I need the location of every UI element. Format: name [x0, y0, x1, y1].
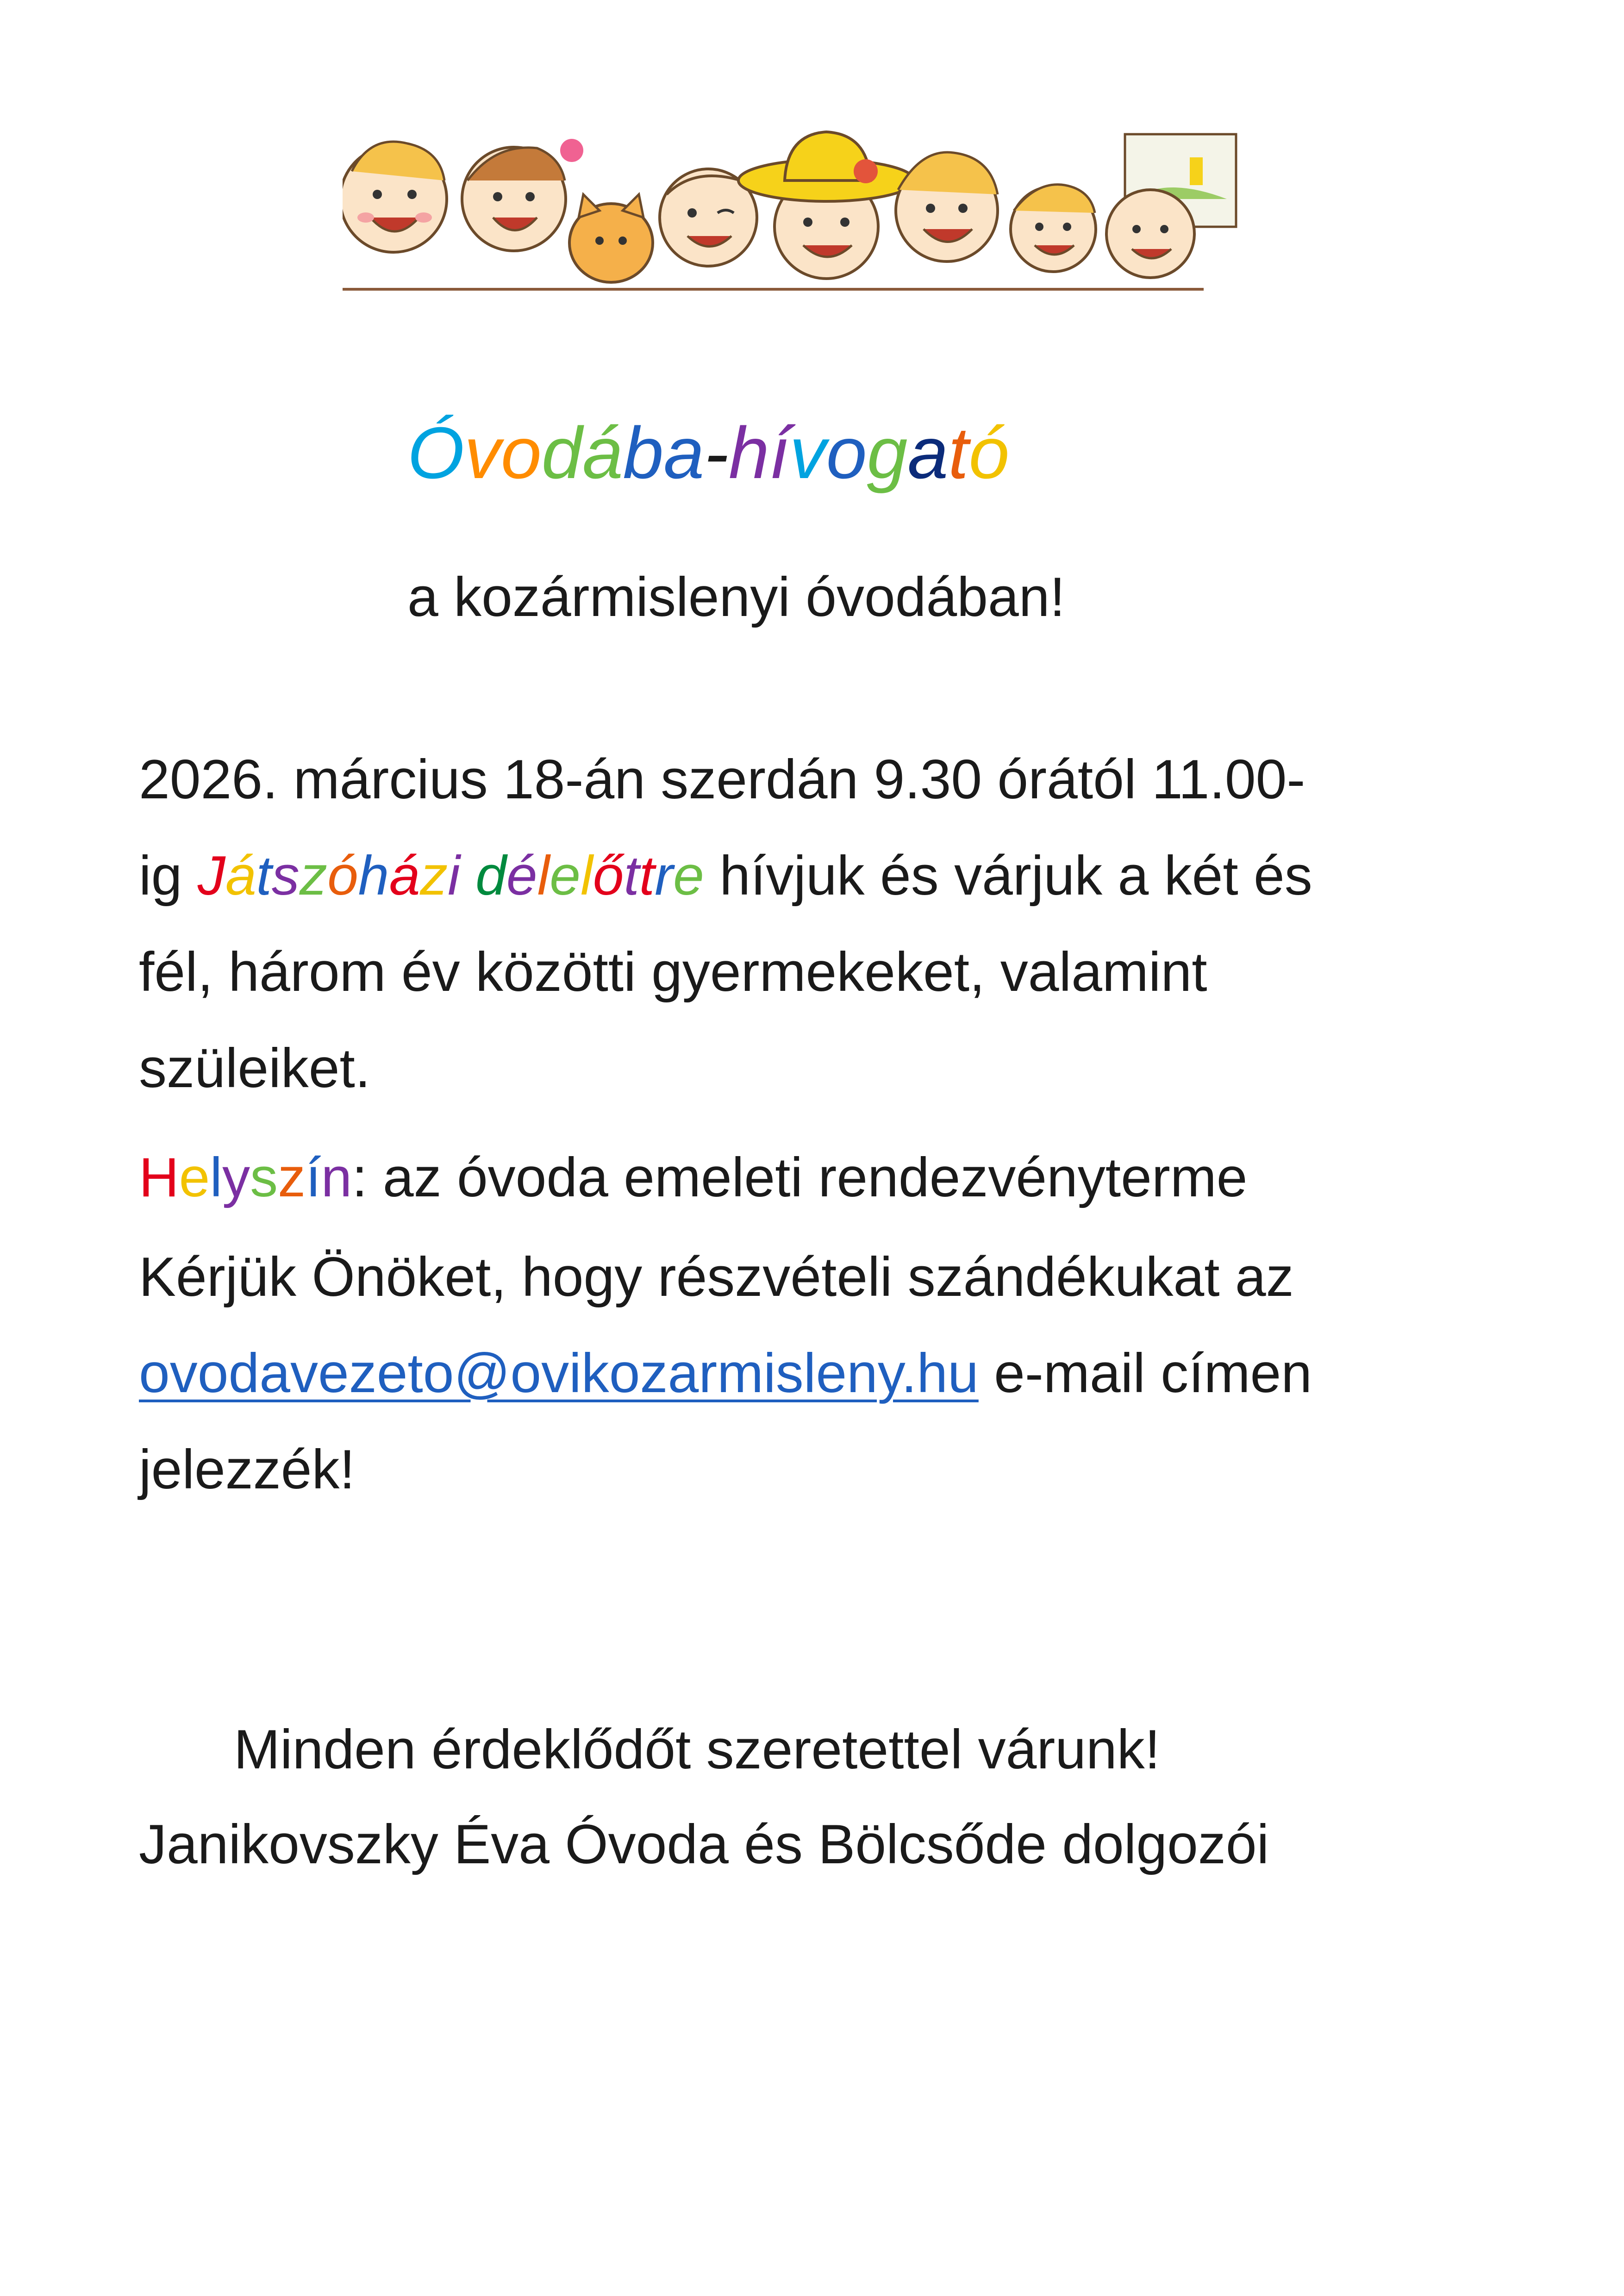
request-line-1: Kérjük Önöket, hogy részvételi szándékukat az — [139, 1246, 1294, 1308]
event-highlight: Játszóházi délelőttre — [197, 845, 704, 907]
child-face-icon — [738, 132, 914, 279]
child-face-icon — [462, 139, 583, 251]
event-line-4: szüleiket. — [139, 1037, 371, 1099]
child-face-icon — [343, 142, 447, 252]
event-paragraph — [139, 731, 1505, 1116]
child-face-icon — [1106, 134, 1236, 278]
event-line-2: ig Játszóházi délelőttre hívjuk és várjuk a két és — [139, 845, 1312, 907]
location-line: Helyszín: az óvoda emeleti rendezvényterme — [139, 1146, 1248, 1208]
request-line-2: ovodavezeto@ovikozarmisleny.hu e-mail címen — [139, 1342, 1312, 1404]
child-face-icon — [896, 152, 998, 261]
location-label: Helyszín — [139, 1146, 352, 1208]
child-face-icon — [1011, 185, 1096, 272]
event-line-1: 2026. március 18-án szerdán 9.30 órától 11.00- — [139, 748, 1305, 810]
cat-icon — [569, 194, 653, 282]
children-faces-illustration — [343, 130, 1241, 305]
welcome-text: Minden érdeklődőt szeretettel várunk! — [234, 1718, 1161, 1780]
request-line-3: jelezzék! — [139, 1438, 355, 1500]
request-paragraph — [139, 1229, 1505, 1518]
signature: Janikovszky Éva Óvoda és Bölcsőde dolgozói — [139, 1813, 1269, 1875]
event-line-3: fél, három év közötti gyermekeket, valamint — [139, 941, 1207, 1003]
email-link[interactable]: ovodavezeto@ovikozarmisleny.hu — [139, 1342, 979, 1404]
subtitle: a kozármislenyi óvodában! — [407, 566, 1065, 628]
page-title: Óvodába-hívogató — [407, 412, 1010, 494]
